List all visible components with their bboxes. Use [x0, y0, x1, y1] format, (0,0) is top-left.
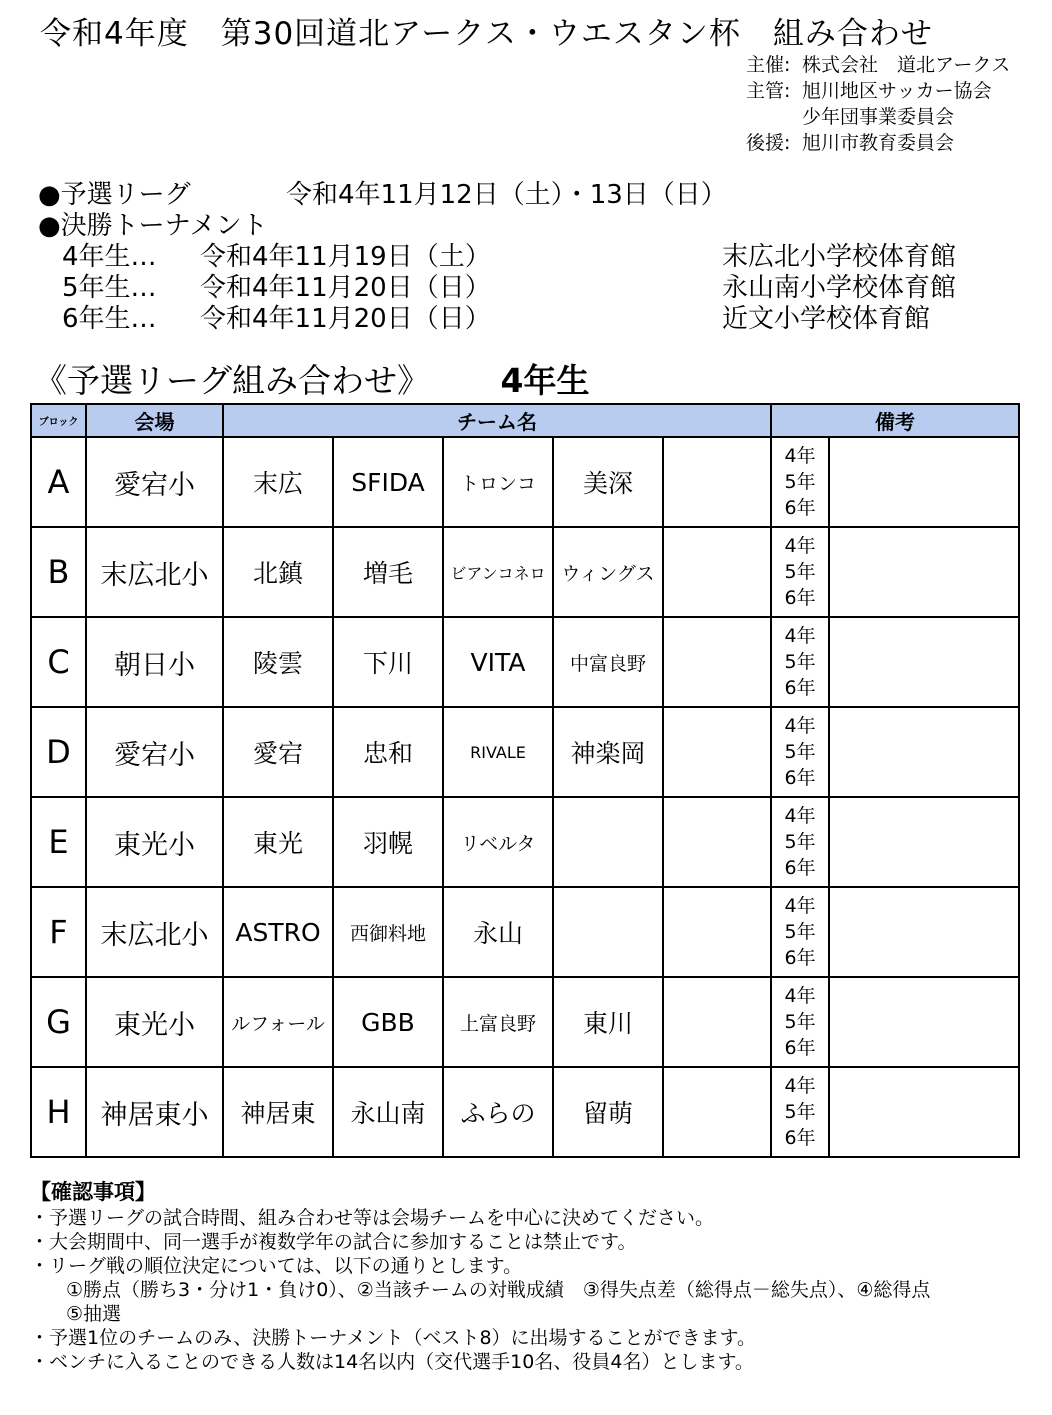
team-cell: [663, 617, 771, 707]
table-row: [31, 617, 1019, 707]
block-cell: A: [31, 437, 86, 527]
grade-labels-cell: [771, 887, 829, 977]
organizer-value: 少年団事業委員会: [802, 106, 955, 128]
table-row: [31, 797, 1019, 887]
final-date: 令和4年11月20日（日）: [200, 273, 491, 303]
grade-label: 4年: [784, 445, 816, 467]
table-row: [31, 887, 1019, 977]
remarks-cell: [829, 797, 1019, 887]
note-item: ・リーグ戦の順位決定については、以下の通りとします。: [30, 1255, 523, 1277]
venue-cell: 末広北小: [86, 887, 223, 977]
team-cell: 留萌: [553, 1067, 663, 1157]
grade-labels-cell: [771, 617, 829, 707]
organizer-value: 株式会社 道北アークス: [802, 54, 1011, 76]
team-cell: VITA: [443, 617, 553, 707]
grade-labels-cell: [771, 437, 829, 527]
organizer-row: [746, 104, 1010, 130]
team-cell: 下川: [333, 617, 443, 707]
team-cell: 忠和: [333, 707, 443, 797]
remarks-cell: [829, 527, 1019, 617]
remarks-cell: [829, 707, 1019, 797]
grade-label: 4年: [784, 535, 816, 557]
notes: [30, 1180, 1040, 1374]
team-cell: 中富良野: [553, 617, 663, 707]
document-title: 令和4年度 第30回道北アークス・ウエスタン杯 組み合わせ: [40, 16, 933, 52]
schedule-prelim: [38, 180, 1038, 211]
team-cell: リベルタ: [443, 797, 553, 887]
final-grade: 4年生…: [62, 242, 157, 272]
organizer-row: [746, 78, 1010, 104]
header-block: ブロック: [31, 404, 86, 437]
grade-label: 4年: [784, 625, 816, 647]
grade-labels-cell: [771, 797, 829, 887]
team-cell: 神楽岡: [553, 707, 663, 797]
venue-cell: 神居東小: [86, 1067, 223, 1157]
grade-labels-cell: [771, 977, 829, 1067]
grade-labels-cell: [771, 707, 829, 797]
final-date: 令和4年11月19日（土）: [200, 242, 491, 272]
team-cell: ASTRO: [223, 887, 333, 977]
organizers: [746, 52, 1010, 156]
remarks-cell: [829, 437, 1019, 527]
grade-label: 5年: [784, 561, 816, 583]
team-cell: 東光: [223, 797, 333, 887]
header-teams: チーム名: [223, 404, 771, 437]
team-cell: 末広: [223, 437, 333, 527]
final-label: ●決勝トーナメント: [38, 211, 268, 241]
team-cell: 陵雲: [223, 617, 333, 707]
remarks-cell: [829, 617, 1019, 707]
team-cell: 愛宕: [223, 707, 333, 797]
note-ranking-line: ⑤抽選: [66, 1303, 122, 1325]
team-cell: 永山南: [333, 1067, 443, 1157]
grade-label: 6年: [784, 857, 816, 879]
team-cell: [663, 797, 771, 887]
grade-label: 6年: [784, 1127, 816, 1149]
team-cell: [663, 707, 771, 797]
notes-heading: 【確認事項】: [30, 1180, 156, 1204]
grade-label: 6年: [784, 1037, 816, 1059]
team-cell: 美深: [553, 437, 663, 527]
team-cell: [663, 1067, 771, 1157]
block-cell: G: [31, 977, 86, 1067]
block-cell: E: [31, 797, 86, 887]
team-cell: 神居東: [223, 1067, 333, 1157]
grade-label: 6年: [784, 947, 816, 969]
organizer-row: [746, 52, 1010, 78]
note-item: ・ベンチに入ることのできる人数は14名以内（交代選手10名、役員4名）とします。: [30, 1351, 754, 1373]
team-cell: 上富良野: [443, 977, 553, 1067]
grade-label: 4年: [784, 985, 816, 1007]
team-cell: トロンコ: [443, 437, 553, 527]
grade-label: 5年: [784, 921, 816, 943]
team-cell: [663, 527, 771, 617]
organizer-value: 旭川市教育委員会: [802, 132, 955, 154]
section-grade: 4年生: [500, 361, 590, 400]
schedule: [38, 180, 1038, 335]
table-row: [31, 707, 1019, 797]
table-row: [31, 1067, 1019, 1157]
grade-label: 6年: [784, 767, 816, 789]
grade-label: 4年: [784, 1075, 816, 1097]
team-cell: RIVALE: [443, 707, 553, 797]
table-row: [31, 527, 1019, 617]
grade-labels-cell: [771, 1067, 829, 1157]
grade-label: 6年: [784, 497, 816, 519]
team-cell: 西御料地: [333, 887, 443, 977]
grade-label: 6年: [784, 677, 816, 699]
grade-label: 5年: [784, 1101, 816, 1123]
note-item: ・予選リーグの試合時間、組み合わせ等は会場チームを中心に決めてください。: [30, 1207, 715, 1229]
venue-cell: 東光小: [86, 797, 223, 887]
organizer-value: 旭川地区サッカー協会: [802, 80, 992, 102]
section-heading: [34, 355, 589, 402]
block-cell: C: [31, 617, 86, 707]
grade-label: 5年: [784, 651, 816, 673]
schedule-final-heading: [38, 211, 1038, 242]
final-row: [38, 304, 1038, 335]
header-venue: 会場: [86, 404, 223, 437]
team-cell: 北鎮: [223, 527, 333, 617]
grade-label: 5年: [784, 831, 816, 853]
team-cell: ルフォール: [223, 977, 333, 1067]
block-cell: F: [31, 887, 86, 977]
venue-cell: 愛宕小: [86, 437, 223, 527]
final-venue: 近文小学校体育館: [722, 304, 931, 334]
remarks-cell: [829, 887, 1019, 977]
remarks-cell: [829, 1067, 1019, 1157]
team-cell: [553, 797, 663, 887]
remarks-cell: [829, 977, 1019, 1067]
team-cell: ウィングス: [553, 527, 663, 617]
organizer-row: [746, 130, 1010, 156]
grade-labels-cell: [771, 527, 829, 617]
team-cell: [663, 437, 771, 527]
final-row: [38, 273, 1038, 304]
table-header-row: [31, 404, 1019, 437]
team-cell: [663, 887, 771, 977]
grade-label: 4年: [784, 895, 816, 917]
organizer-label: 後援:: [746, 132, 791, 154]
team-cell: [553, 887, 663, 977]
team-cell: 増毛: [333, 527, 443, 617]
grade-label: 5年: [784, 1011, 816, 1033]
team-cell: SFIDA: [333, 437, 443, 527]
prelim-label: ●予選リーグ: [38, 180, 191, 210]
league-table: [30, 403, 1020, 1158]
team-cell: 永山: [443, 887, 553, 977]
section-title: 《予選リーグ組み合わせ》: [34, 361, 430, 400]
note-item: ・予選1位のチームのみ、決勝トーナメント（ベスト8）に出場することができます。: [30, 1327, 757, 1349]
final-grade: 5年生…: [62, 273, 157, 303]
team-cell: GBB: [333, 977, 443, 1067]
grade-label: 6年: [784, 587, 816, 609]
grade-label: 5年: [784, 741, 816, 763]
organizer-label: 主管:: [746, 80, 791, 102]
block-cell: D: [31, 707, 86, 797]
team-cell: [663, 977, 771, 1067]
block-cell: H: [31, 1067, 86, 1157]
grade-label: 4年: [784, 805, 816, 827]
organizer-label: [746, 104, 802, 130]
team-cell: ビアンコネロ: [443, 527, 553, 617]
final-grade: 6年生…: [62, 304, 157, 334]
table-row: [31, 977, 1019, 1067]
note-ranking-line: ①勝点（勝ち3・分け1・負け0）、②当該チームの対戦成績 ③得失点差（総得点－総失点）、④総得点: [66, 1279, 931, 1301]
table-row: [31, 437, 1019, 527]
block-cell: B: [31, 527, 86, 617]
final-venue: 永山南小学校体育館: [722, 273, 957, 303]
final-venue: 末広北小学校体育館: [722, 242, 957, 272]
grade-label: 4年: [784, 715, 816, 737]
venue-cell: 東光小: [86, 977, 223, 1067]
organizer-label: 主催:: [746, 54, 791, 76]
final-date: 令和4年11月20日（日）: [200, 304, 491, 334]
note-item: ・大会期間中、同一選手が複数学年の試合に参加することは禁止です。: [30, 1231, 637, 1253]
venue-cell: 朝日小: [86, 617, 223, 707]
grade-label: 5年: [784, 471, 816, 493]
venue-cell: 末広北小: [86, 527, 223, 617]
venue-cell: 愛宕小: [86, 707, 223, 797]
team-cell: ふらの: [443, 1067, 553, 1157]
prelim-dates: 令和4年11月12日（土）・13日（日）: [286, 180, 727, 210]
final-row: [38, 242, 1038, 273]
team-cell: 東川: [553, 977, 663, 1067]
team-cell: 羽幌: [333, 797, 443, 887]
header-remarks: 備考: [771, 404, 1019, 437]
